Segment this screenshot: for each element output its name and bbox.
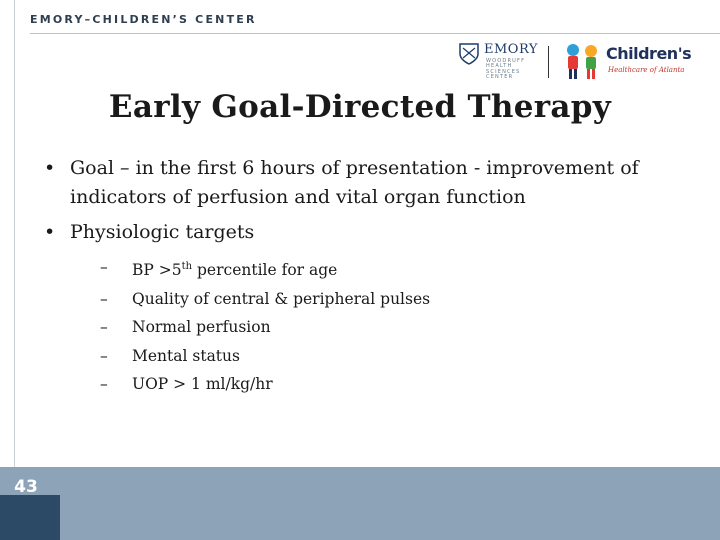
- bullet-glyph: •: [44, 157, 56, 179]
- bullet-list: [44, 154, 694, 399]
- children-figures-icon: [562, 42, 604, 82]
- sub-bullet-item: [100, 253, 694, 285]
- sub-bullet-list: [100, 253, 694, 399]
- sub-bullet-text: Mental status: [132, 346, 240, 365]
- bullet-text: Physiologic targets: [70, 221, 255, 243]
- logo-bar: [458, 42, 690, 88]
- emory-logo: [458, 42, 538, 88]
- dash-glyph: –: [100, 375, 108, 394]
- childrens-subtitle: Healthcare of Atlanta: [608, 66, 685, 74]
- footer-bar: [0, 467, 720, 540]
- sub-bullet-text: Normal perfusion: [132, 318, 271, 337]
- slide-number: 43: [14, 477, 38, 497]
- childrens-wordmark: Children's: [606, 44, 692, 63]
- header-rule: [30, 33, 720, 34]
- bullet-item: [44, 154, 694, 212]
- logo-separator: [548, 46, 549, 78]
- shield-icon: [458, 42, 480, 66]
- emory-wordmark: EMORY: [484, 42, 538, 57]
- slide-number-box: [0, 495, 60, 540]
- sub-bullet-item: [100, 285, 694, 314]
- bullet-item: [44, 218, 694, 247]
- sub-bullet-text: Quality of central & peripheral pulses: [132, 289, 431, 308]
- dash-glyph: –: [100, 289, 108, 308]
- sub-bullet-item: [100, 370, 694, 399]
- bullet-glyph: •: [44, 221, 56, 243]
- sub-bullet-text: UOP > 1 ml/kg/hr: [132, 375, 273, 394]
- header-text: EMORY–CHILDREN’S CENTER: [30, 13, 257, 26]
- sub-bullet-item: [100, 313, 694, 342]
- sub-bullet-text: BP >5th percentile for age: [132, 261, 338, 280]
- dash-glyph: –: [100, 346, 108, 365]
- dash-glyph: –: [100, 258, 108, 276]
- left-rule: [14, 0, 15, 495]
- dash-glyph: –: [100, 318, 108, 337]
- whsc-wordmark: WOODRUFF HEALTH SCIENCES CENTER: [486, 58, 526, 81]
- slide-title: Early Goal-Directed Therapy: [108, 89, 612, 125]
- childrens-logo: [562, 42, 690, 88]
- bullet-text: Goal – in the first 6 hours of presentation - improvement of indicators of perfusion and vital organ function: [70, 157, 639, 208]
- sub-bullet-item: [100, 342, 694, 371]
